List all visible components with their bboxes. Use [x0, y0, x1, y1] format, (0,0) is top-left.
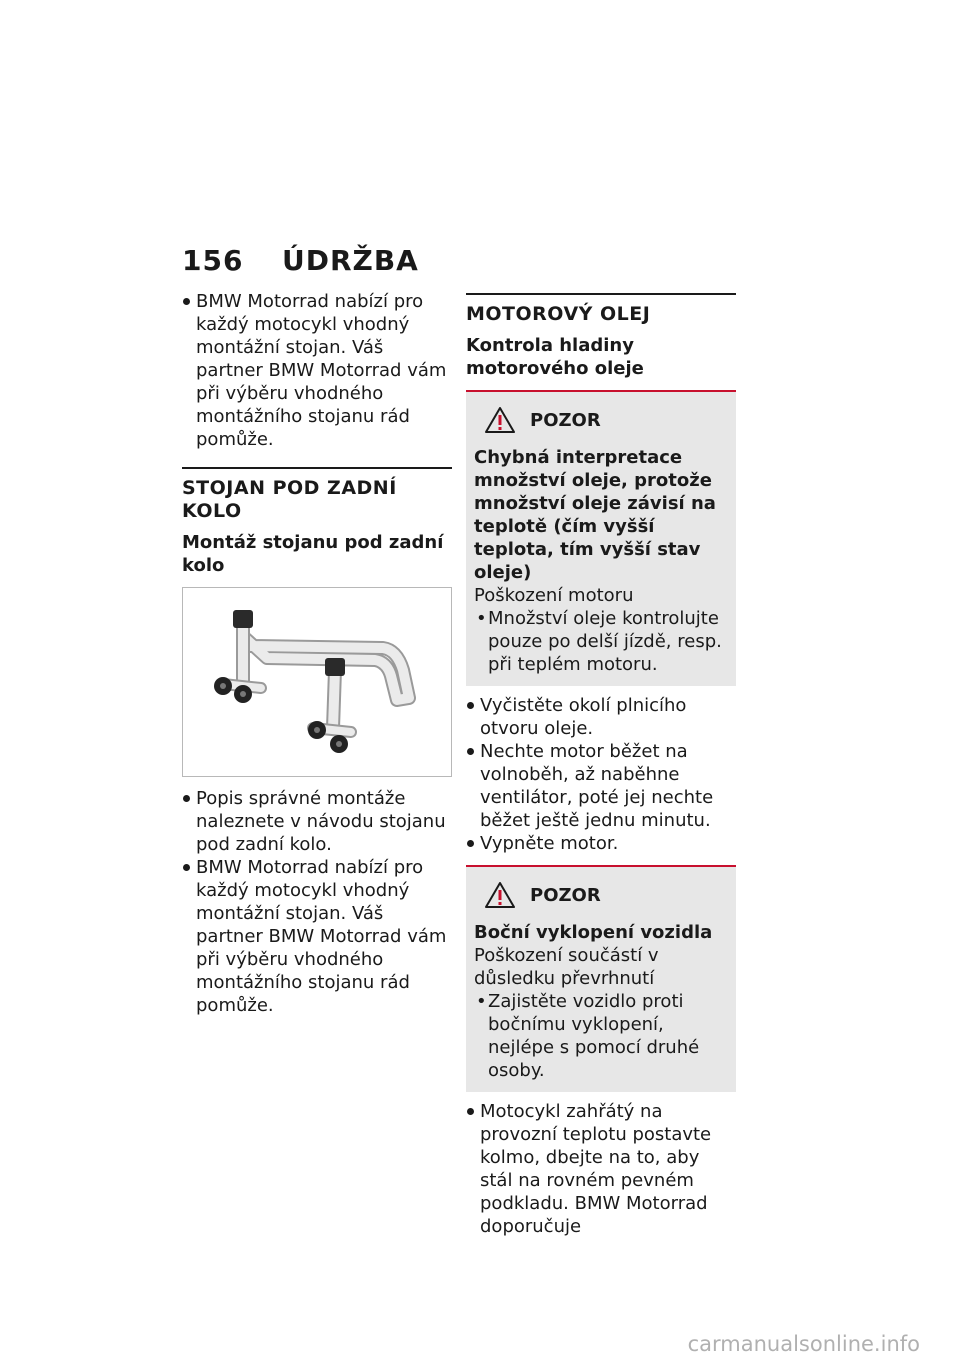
list-item: • Zajistěte vozidlo proti bočnímu vyklopení, nejlépe s pomocí druhé osoby.	[474, 990, 728, 1082]
warning-actions	[474, 990, 728, 1082]
stand-list	[182, 787, 452, 1017]
list-item: Vypněte motor.	[466, 832, 736, 855]
rear-wheel-stand-image	[182, 587, 452, 777]
warning-consequence: Poškození motoru	[474, 585, 634, 606]
intro-list	[182, 290, 452, 451]
section-title-oil: MOTOROVÝ OLEJ	[466, 293, 736, 326]
steps-list-2	[466, 1100, 736, 1238]
warning-header	[484, 406, 728, 434]
list-item: BMW Motorrad nabízí pro každý motocykl vhodný montážní stojan. Váš partner BMW Motorrad vám při výběru vhodného montážního stojanu rád pomůže.	[182, 290, 452, 451]
right-column	[466, 293, 736, 1238]
warning-box	[466, 390, 736, 686]
subsection-title-oil: Kontrola hladiny motorového oleje	[466, 335, 644, 379]
warning-box	[466, 865, 736, 1092]
page-number: 156	[182, 244, 244, 277]
warning-hazard: Chybná interpretace množství oleje, protože množství oleje závisí na teplotě (čím vyšší teplota, tím vyšší stav oleje)	[474, 447, 716, 583]
warning-hazard: Boční vyklopení vozidla	[474, 922, 713, 943]
warning-label: POZOR	[530, 884, 601, 906]
list-item: Nechte motor běžet na volnoběh, až naběhne ventilátor, poté jej nechte běžet ještě jednu minutu.	[466, 740, 736, 832]
warning-triangle-icon	[484, 406, 516, 434]
list-item: BMW Motorrad nabízí pro každý motocykl vhodný montážní stojan. Váš partner BMW Motorrad vám při výběru vhodného montážního stojanu rád pomůže.	[182, 856, 452, 1017]
section-title-stand: STOJAN POD ZADNÍ KOLO	[182, 467, 452, 523]
warning-label: POZOR	[530, 409, 601, 431]
list-item: Vyčistěte okolí plnicího otvoru oleje.	[466, 694, 736, 740]
list-item: Popis správné montáže naleznete v návodu stojanu pod zadní kolo.	[182, 787, 452, 856]
page-header	[182, 244, 419, 277]
watermark: carmanualsonline.info	[687, 1332, 920, 1356]
warning-actions	[474, 607, 728, 676]
warning-header	[484, 881, 728, 909]
subsection-title-stand: Montáž stojanu pod zadní kolo	[182, 532, 444, 576]
left-column	[182, 290, 452, 1017]
list-item: Motocykl zahřátý na provozní teplotu postavte kolmo, dbejte na to, aby stál na rovném pevném podkladu. BMW Motorrad doporučuje	[466, 1100, 736, 1238]
steps-list	[466, 694, 736, 855]
chapter-title: ÚDRŽBA	[282, 244, 419, 277]
warning-consequence: Poškození součástí v důsledku převrhnutí	[474, 945, 659, 989]
warning-triangle-icon	[484, 881, 516, 909]
list-item: • Množství oleje kontrolujte pouze po delší jízdě, resp. při teplém motoru.	[474, 607, 728, 676]
